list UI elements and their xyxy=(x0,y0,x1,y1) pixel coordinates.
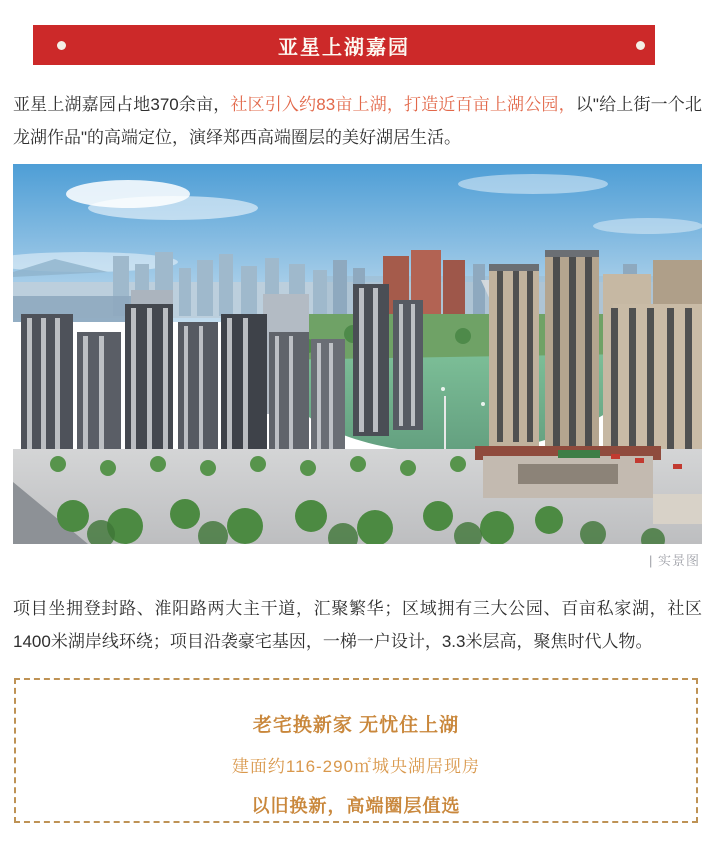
promo-box xyxy=(14,678,698,823)
photo-caption: | 实景图 xyxy=(649,553,700,568)
project-title: 亚星上湖嘉园 xyxy=(278,36,410,59)
intro-text-tail: 以"给上街一个北龙湖作品"的高端定位，演绎郑西高端圈层的美好湖居生活。 xyxy=(13,95,702,147)
body-paragraph: 项目坐拥登封路、淮阳路两大主干道，汇聚繁华；区域拥有三大公园、百亩私家湖，社区1400米湖岸线环绕；项目沿袭豪宅基因，一梯一户设计，3.3米层高，聚焦时代人物。 xyxy=(13,599,702,651)
promo-area-info: 建面约116-290㎡城央湖居现房 xyxy=(231,757,481,776)
project-photo xyxy=(13,164,702,544)
banner-dot-left-icon xyxy=(57,41,66,50)
banner-dot-right-icon xyxy=(636,41,645,50)
promo-headline: 老宅换新家 无忧住上湖 xyxy=(252,715,460,736)
intro-text-lead: 亚星上湖嘉园占地370余亩， xyxy=(13,95,231,114)
aerial-photo-illustration xyxy=(13,164,702,544)
intro-text-highlight: 社区引入约83亩上湖，打造近百亩上湖公园， xyxy=(230,95,576,114)
intro-paragraph xyxy=(13,88,702,154)
promo-slogan: 以旧换新，高端圈层值选 xyxy=(251,796,461,816)
section-title-banner xyxy=(33,25,655,65)
